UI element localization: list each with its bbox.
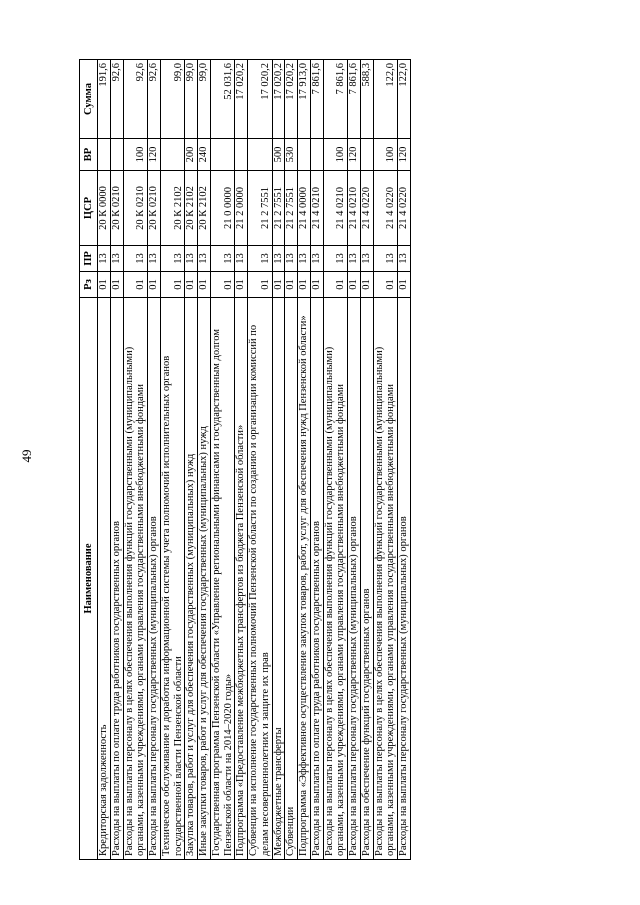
cell-csr: 21 4 0210 bbox=[310, 171, 323, 246]
cell-rz: 01 bbox=[185, 272, 198, 298]
cell-rz: 01 bbox=[298, 272, 311, 298]
cell-vr bbox=[210, 139, 235, 171]
cell-name: Подпрограмма «Предоставление межбюджетных трансфертов из бюджета Пензенской области» bbox=[235, 298, 248, 860]
cell-pr: 13 bbox=[298, 246, 311, 272]
cell-pr: 13 bbox=[323, 246, 348, 272]
cell-pr: 13 bbox=[248, 246, 273, 272]
cell-rz: 01 bbox=[123, 272, 148, 298]
cell-sum: 92,6 bbox=[110, 60, 123, 139]
table-row bbox=[148, 60, 161, 860]
cell-csr: 21 2 7551 bbox=[285, 171, 298, 246]
cell-name: Закупка товаров, работ и услуг для обеспечения государственных (муниципальных) нужд bbox=[185, 298, 198, 860]
table-row bbox=[198, 60, 211, 860]
cell-pr: 13 bbox=[272, 246, 285, 272]
cell-sum: 92,6 bbox=[123, 60, 148, 139]
table-row bbox=[298, 60, 311, 860]
cell-sum: 17 020,2 bbox=[272, 60, 285, 139]
cell-vr: 120 bbox=[348, 139, 361, 171]
cell-name: Расходы на выплаты персоналу в целях обеспечения выполнения функций государственными (муниципальными) органами, казенными учреждениями, органами управления государственными внебюджетными фондами bbox=[373, 298, 398, 860]
cell-sum: 99,0 bbox=[185, 60, 198, 139]
cell-pr: 13 bbox=[398, 246, 411, 272]
cell-vr: 100 bbox=[373, 139, 398, 171]
cell-name: Техническое обслуживание и доработка информационной системы учета полномочий исполнительных органов государственной власти Пензенской области bbox=[160, 298, 185, 860]
cell-pr: 13 bbox=[185, 246, 198, 272]
cell-sum: 588,3 bbox=[360, 60, 373, 139]
table-row bbox=[348, 60, 361, 860]
header-pr: ПР bbox=[80, 246, 98, 272]
header-rz: Рз bbox=[80, 272, 98, 298]
cell-vr bbox=[110, 139, 123, 171]
budget-table bbox=[79, 59, 411, 860]
cell-vr: 100 bbox=[123, 139, 148, 171]
table-row bbox=[272, 60, 285, 860]
cell-rz: 01 bbox=[198, 272, 211, 298]
cell-sum: 17 020,2 bbox=[285, 60, 298, 139]
cell-csr: 21 4 0220 bbox=[373, 171, 398, 246]
cell-csr: 21 0 0000 bbox=[210, 171, 235, 246]
cell-pr: 13 bbox=[360, 246, 373, 272]
cell-name: Расходы на обеспечение функций государственных органов bbox=[360, 298, 373, 860]
cell-sum: 92,6 bbox=[148, 60, 161, 139]
cell-pr: 13 bbox=[235, 246, 248, 272]
cell-rz: 01 bbox=[348, 272, 361, 298]
cell-vr bbox=[310, 139, 323, 171]
header-vr: ВР bbox=[80, 139, 98, 171]
cell-csr: 21 2 7551 bbox=[248, 171, 273, 246]
cell-csr: 21 4 0220 bbox=[360, 171, 373, 246]
cell-rz: 01 bbox=[248, 272, 273, 298]
table-row bbox=[248, 60, 273, 860]
cell-sum: 17 020,2 bbox=[248, 60, 273, 139]
cell-name: Межбюджетные трансферты bbox=[272, 298, 285, 860]
cell-pr: 13 bbox=[123, 246, 148, 272]
cell-csr: 20 К 0210 bbox=[123, 171, 148, 246]
cell-vr bbox=[98, 139, 111, 171]
cell-csr: 21 4 0220 bbox=[398, 171, 411, 246]
table-row bbox=[110, 60, 123, 860]
cell-csr: 21 4 0210 bbox=[323, 171, 348, 246]
cell-rz: 01 bbox=[285, 272, 298, 298]
table-row bbox=[185, 60, 198, 860]
cell-pr: 13 bbox=[210, 246, 235, 272]
page-number: 49 bbox=[19, 449, 34, 463]
table-row bbox=[285, 60, 298, 860]
cell-name: Иные закупки товаров, работ и услуг для обеспечения государственных (муниципальных) нужд bbox=[198, 298, 211, 860]
cell-rz: 01 bbox=[210, 272, 235, 298]
table-row bbox=[235, 60, 248, 860]
cell-sum: 7 861,6 bbox=[323, 60, 348, 139]
cell-csr: 20 К 2102 bbox=[198, 171, 211, 246]
cell-name: Расходы на выплаты по оплате труда работников государственных органов bbox=[110, 298, 123, 860]
cell-csr: 20 К 2102 bbox=[160, 171, 185, 246]
cell-name: Расходы на выплаты персоналу в целях обеспечения выполнения функций государственными (муниципальными) органами, казенными учреждениями, органами управления государственными внебюджетными фондами bbox=[323, 298, 348, 860]
header-sum: Сумма bbox=[80, 60, 98, 139]
header-name: Наименование bbox=[80, 298, 98, 860]
cell-csr: 20 К 2102 bbox=[185, 171, 198, 246]
cell-csr: 21 2 7551 bbox=[272, 171, 285, 246]
table-row bbox=[98, 60, 111, 860]
cell-sum: 17 913,0 bbox=[298, 60, 311, 139]
cell-name: Государственная программа Пензенской области «Управление региональными финансами и государственным долгом Пензенской области на 2014–2020 годы» bbox=[210, 298, 235, 860]
cell-csr: 20 К 0000 bbox=[98, 171, 111, 246]
cell-vr: 500 bbox=[272, 139, 285, 171]
cell-rz: 01 bbox=[323, 272, 348, 298]
cell-vr: 120 bbox=[148, 139, 161, 171]
cell-sum: 122,0 bbox=[373, 60, 398, 139]
cell-vr: 530 bbox=[285, 139, 298, 171]
cell-name: Субвенции bbox=[285, 298, 298, 860]
cell-pr: 13 bbox=[348, 246, 361, 272]
table-row bbox=[123, 60, 148, 860]
cell-pr: 13 bbox=[285, 246, 298, 272]
cell-rz: 01 bbox=[373, 272, 398, 298]
table-row bbox=[360, 60, 373, 860]
cell-rz: 01 bbox=[398, 272, 411, 298]
cell-pr: 13 bbox=[373, 246, 398, 272]
cell-rz: 01 bbox=[272, 272, 285, 298]
cell-name: Расходы на выплаты персоналу государственных (муниципальных) органов bbox=[148, 298, 161, 860]
cell-rz: 01 bbox=[148, 272, 161, 298]
cell-vr: 120 bbox=[398, 139, 411, 171]
cell-sum: 122,0 bbox=[398, 60, 411, 139]
cell-vr bbox=[248, 139, 273, 171]
cell-pr: 13 bbox=[198, 246, 211, 272]
cell-sum: 17 020,2 bbox=[235, 60, 248, 139]
cell-vr bbox=[360, 139, 373, 171]
table-body bbox=[98, 60, 411, 860]
cell-sum: 99,0 bbox=[160, 60, 185, 139]
cell-sum: 99,0 bbox=[198, 60, 211, 139]
cell-pr: 13 bbox=[160, 246, 185, 272]
cell-name: Расходы на выплаты по оплате труда работников государственных органов bbox=[310, 298, 323, 860]
cell-name: Расходы на выплаты персоналу государственных (муниципальных) органов bbox=[348, 298, 361, 860]
cell-vr bbox=[235, 139, 248, 171]
cell-sum: 7 861,6 bbox=[310, 60, 323, 139]
cell-csr: 21 2 0000 bbox=[235, 171, 248, 246]
cell-csr: 21 4 0000 bbox=[298, 171, 311, 246]
cell-sum: 52 031,6 bbox=[210, 60, 235, 139]
cell-name: Кредиторская задолженность bbox=[98, 298, 111, 860]
cell-vr: 240 bbox=[198, 139, 211, 171]
table-row bbox=[398, 60, 411, 860]
cell-pr: 13 bbox=[98, 246, 111, 272]
cell-pr: 13 bbox=[110, 246, 123, 272]
cell-name: Расходы на выплаты персоналу в целях обеспечения выполнения функций государственными (муниципальными) органами, казенными учреждениями, органами управления государственными внебюджетными фондами bbox=[123, 298, 148, 860]
cell-vr bbox=[160, 139, 185, 171]
cell-rz: 01 bbox=[110, 272, 123, 298]
cell-sum: 7 861,6 bbox=[348, 60, 361, 139]
cell-vr bbox=[298, 139, 311, 171]
table-row bbox=[323, 60, 348, 860]
table-header-row bbox=[80, 60, 98, 860]
cell-rz: 01 bbox=[160, 272, 185, 298]
cell-vr: 100 bbox=[323, 139, 348, 171]
cell-csr: 20 К 0210 bbox=[148, 171, 161, 246]
table-row bbox=[373, 60, 398, 860]
cell-csr: 21 4 0210 bbox=[348, 171, 361, 246]
cell-csr: 20 К 0210 bbox=[110, 171, 123, 246]
cell-pr: 13 bbox=[310, 246, 323, 272]
cell-sum: 191,6 bbox=[98, 60, 111, 139]
header-csr: ЦСР bbox=[80, 171, 98, 246]
table-row bbox=[160, 60, 185, 860]
table-row bbox=[210, 60, 235, 860]
cell-name: Расходы на выплаты персоналу государственных (муниципальных) органов bbox=[398, 298, 411, 860]
cell-vr: 200 bbox=[185, 139, 198, 171]
cell-name: Подпрограмма «Эффективное осуществление закупок товаров, работ, услуг для обеспечения нужд Пензенской области» bbox=[298, 298, 311, 860]
cell-rz: 01 bbox=[360, 272, 373, 298]
cell-rz: 01 bbox=[310, 272, 323, 298]
cell-rz: 01 bbox=[98, 272, 111, 298]
cell-rz: 01 bbox=[235, 272, 248, 298]
rotated-page-content bbox=[79, 60, 559, 860]
table-row bbox=[310, 60, 323, 860]
cell-name: Субвенции на исполнение государственных полномочий Пензенской области по созданию и организации комиссий по делам несовершеннолетних и защите их прав bbox=[248, 298, 273, 860]
cell-pr: 13 bbox=[148, 246, 161, 272]
